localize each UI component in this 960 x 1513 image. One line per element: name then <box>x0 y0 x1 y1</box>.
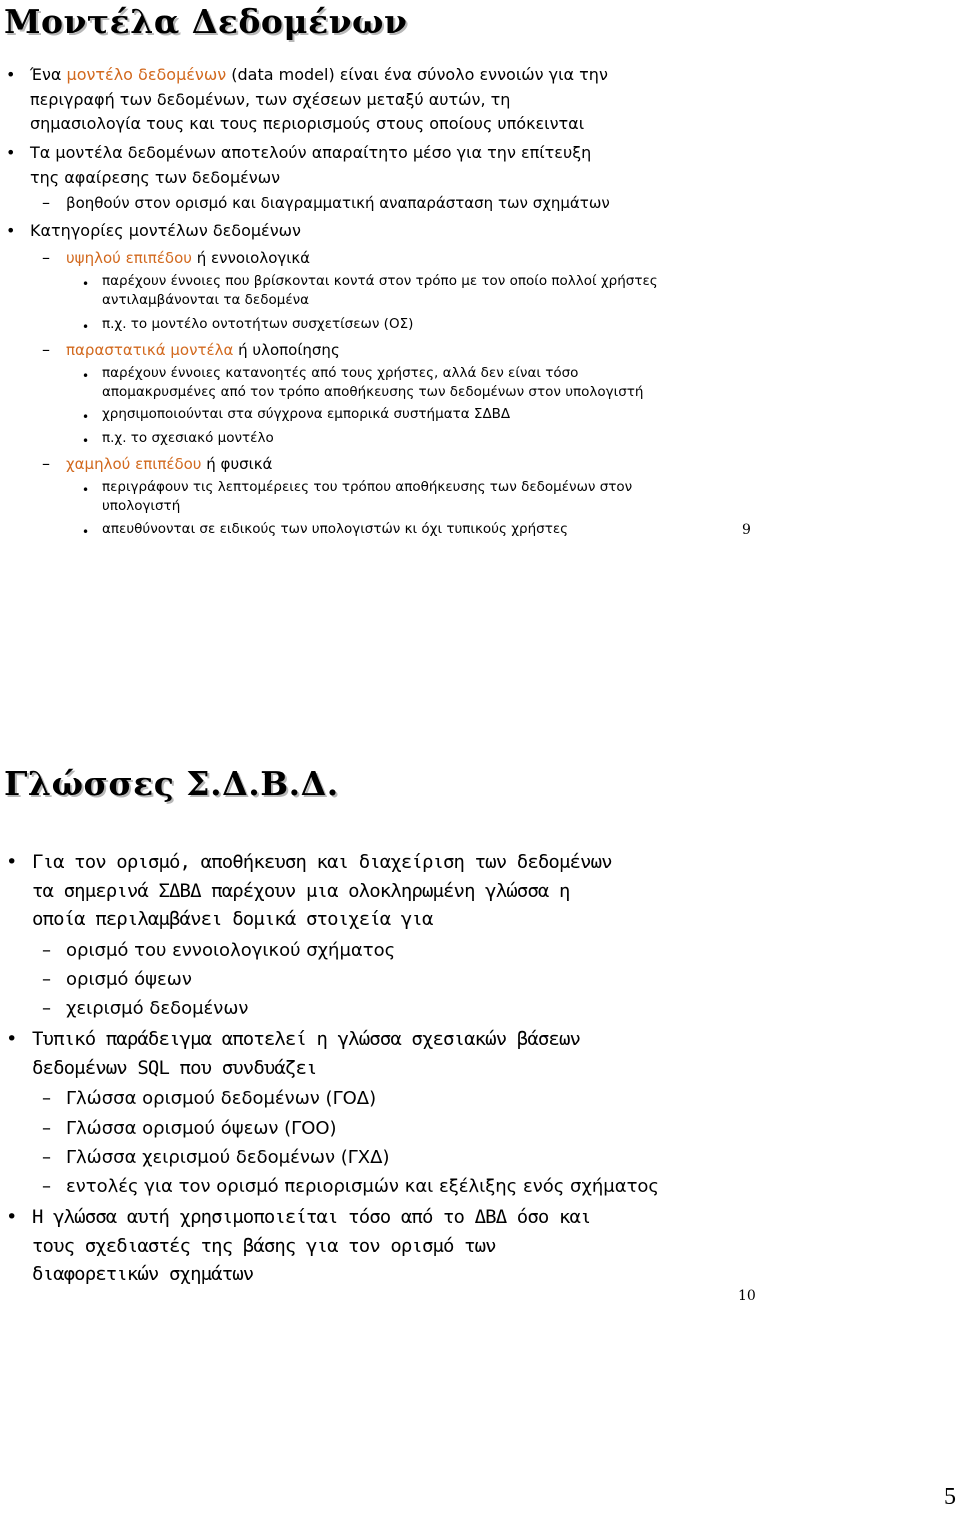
sub-bullet-marker: • <box>82 483 90 497</box>
bullet-abstraction <box>30 141 591 190</box>
bullet-sql-example <box>32 1025 580 1082</box>
dash-marker: – <box>42 248 50 267</box>
sub-bullet-example-er: π.χ. το μοντέλο οντοτήτων συσχετίσεων (ΟΣ) <box>102 316 414 332</box>
dash-vdl: Γλώσσα ορισμού όψεων (ΓΟΟ) <box>66 1118 337 1139</box>
sub-bullet-concepts <box>102 272 658 310</box>
bullet-marker: • <box>6 65 16 84</box>
dash-marker: – <box>42 1088 51 1109</box>
bullet-marker: • <box>6 221 16 240</box>
text-line: παρέχουν έννοιες κατανοητές από τους χρήστες, αλλά δεν είναι τόσο <box>102 365 579 381</box>
sub-bullet-marker: • <box>82 277 90 291</box>
dash-schemas: βοηθούν στον ορισμό και διαγραμματική αναπαράσταση των σχημάτων <box>66 194 610 212</box>
text-line: παρέχουν έννοιες που βρίσκονται κοντά στον τρόπο με τον οποίο πολλοί χρήστες <box>102 273 658 289</box>
category-representational: παραστατικά μοντέλα ή υλοποίησης <box>66 341 340 359</box>
dash-marker: – <box>42 1147 51 1168</box>
category-high-level: υψηλού επιπέδου ή εννοιολογικά <box>66 249 311 267</box>
dash-marker: – <box>42 1176 51 1197</box>
highlight-term: παραστατικά μοντέλα <box>66 341 234 359</box>
dash-marker: – <box>42 340 50 359</box>
sub-bullet-example-relational: π.χ. το σχεσιακό μοντέλο <box>102 430 274 446</box>
bullet-integrated-language <box>32 848 612 934</box>
text-line: περιγραφή των δεδομένων, των σχέσεων μεταξύ αυτών, τη <box>30 89 511 109</box>
sub-bullet-specialists: απευθύνονται σε ειδικούς των υπολογιστών κι όχι τυπικούς χρήστες <box>102 521 569 537</box>
text-line: Ένα μοντέλο δεδομένων (data model) είναι ένα σύνολο εννοιών για την <box>30 65 608 84</box>
dash-marker: – <box>42 969 51 990</box>
sub-bullet-marker: • <box>82 410 90 424</box>
dash-marker: – <box>42 1118 51 1139</box>
text-line: περιγράφουν τις λεπτομέρειες του τρόπου αποθήκευσης των δεδομένων στον <box>102 479 633 495</box>
text-line: αντιλαμβάνονται τα δεδομένα <box>102 292 310 308</box>
text-line: τους σχεδιαστές της βάσης για τον ορισμό των <box>32 1234 496 1257</box>
text-line: διαφορετικών σχημάτων <box>32 1263 254 1285</box>
bullet-categories: Κατηγορίες μοντέλων δεδομένων <box>30 221 301 240</box>
category-low-level: χαμηλού επιπέδου ή φυσικά <box>66 455 273 473</box>
page-number: 5 <box>944 1484 956 1510</box>
sub-bullet-marker: • <box>82 525 90 539</box>
dash-marker: – <box>42 940 51 961</box>
text-line: Τυπικό παράδειγμα αποτελεί η γλώσσα σχεσιακών βάσεων <box>32 1028 581 1050</box>
dash-data-manipulation: χειρισμό δεδομένων <box>66 998 249 1019</box>
bullet-marker: • <box>6 1028 17 1050</box>
bullet-marker: • <box>6 851 17 873</box>
dash-conceptual-schema: ορισμό του εννοιολογικού σχήματος <box>66 940 396 961</box>
dash-views: ορισμό όψεων <box>66 969 192 990</box>
sub-bullet-marker: • <box>82 434 90 448</box>
dash-ddl: Γλώσσα ορισμού δεδομένων (ΓΟΔ) <box>66 1088 377 1109</box>
bullet-marker: • <box>6 143 16 162</box>
slide-title: Γλώσσες Σ.Δ.Β.Δ. <box>4 764 339 803</box>
dash-marker: – <box>42 998 51 1019</box>
sub-bullet-storage-details <box>102 478 632 516</box>
text-line: σημασιολογία τους και τους περιορισμούς στους οποίους υπόκεινται <box>30 114 585 133</box>
sub-bullet-marker: • <box>82 320 90 334</box>
slide-languages <box>0 760 960 1320</box>
slide-models <box>0 0 960 560</box>
dash-dml: Γλώσσα χειρισμού δεδομένων (ΓΧΔ) <box>66 1147 390 1168</box>
highlight-term: υψηλού επιπέδου <box>66 249 192 267</box>
highlight-term: χαμηλού επιπέδου <box>66 455 202 473</box>
sub-bullet-understandable <box>102 364 643 402</box>
dash-marker: – <box>42 193 50 212</box>
text-line: δεδομένων SQL που συνδυάζει <box>32 1056 317 1079</box>
text-line: Για τον ορισμό, αποθήκευση και διαχείριση των δεδομένων <box>32 851 612 873</box>
slide-number: 9 <box>742 522 751 538</box>
dash-constraints: εντολές για τον ορισμό περιορισμών και εξέλιξης ενός σχήματος <box>66 1176 659 1197</box>
text-line: τα σημερινά ΣΔΒΔ παρέχουν μια ολοκληρωμένη γλώσσα η <box>32 879 570 902</box>
text-line: της αφαίρεσης των δεδομένων <box>30 167 281 187</box>
highlight-term: μοντέλο δεδομένων <box>66 65 227 84</box>
sub-bullet-marker: • <box>82 369 90 383</box>
text-line: απομακρυσμένες από τον τρόπο αποθήκευσης των δεδομένων στον υπολογιστή <box>102 384 644 400</box>
text-line: Τα μοντέλα δεδομένων αποτελούν απαραίτητο μέσο για την επίτευξη <box>30 143 592 162</box>
bullet-data-model-definition <box>30 63 608 137</box>
text-line: Η γλώσσα αυτή χρησιμοποιείται τόσο από το ΔΒΔ όσο και <box>32 1206 591 1228</box>
text-line: υπολογιστή <box>102 498 181 514</box>
dash-marker: – <box>42 454 50 473</box>
bullet-usage <box>32 1203 591 1289</box>
sub-bullet-commercial: χρησιμοποιούνται στα σύγχρονα εμπορικά συστήματα ΣΔΒΔ <box>102 406 511 422</box>
text-line: οποία περιλαμβάνει δομικά στοιχεία για <box>32 908 433 930</box>
slide-number: 10 <box>738 1288 756 1304</box>
bullet-marker: • <box>6 1206 17 1228</box>
slide-title: Μοντέλα Δεδομένων <box>4 2 408 41</box>
